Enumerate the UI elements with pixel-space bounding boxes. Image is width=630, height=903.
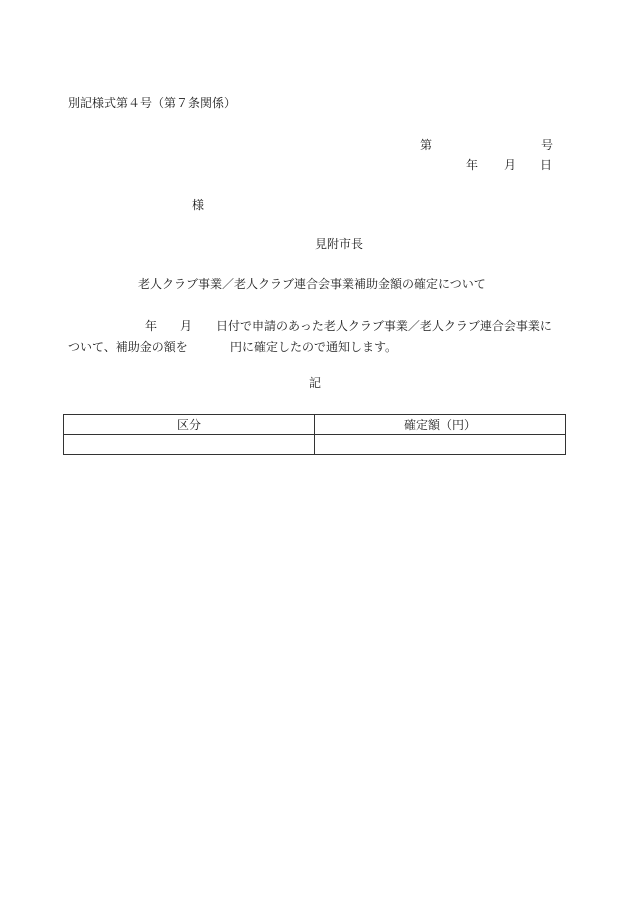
column-header-confirmed-amount: 確定額（円） — [315, 415, 566, 435]
document-number-prefix: 第 — [420, 138, 433, 152]
category-cell — [64, 435, 315, 455]
confirmed-amount-cell — [315, 435, 566, 455]
document-title: 老人クラブ事業／老人クラブ連合会事業補助金額の確定について — [138, 277, 486, 291]
body-year-label: 年 — [145, 319, 158, 333]
addressee-honorific: 様 — [192, 198, 205, 212]
date-day-label: 日 — [540, 158, 553, 172]
issuer-name: 見附市長 — [315, 237, 364, 251]
body-month-label: 月 — [180, 319, 193, 333]
date-year-label: 年 — [466, 158, 479, 172]
table-header-row — [64, 415, 566, 435]
body-text-line2-end: 円に確定したので通知します。 — [230, 340, 398, 354]
document-number-suffix: 号 — [541, 138, 554, 152]
column-header-category: 区分 — [64, 415, 315, 435]
form-label: 別記様式第４号（第７条関係） — [68, 96, 237, 110]
confirmed-amount-table — [63, 414, 566, 455]
table-row — [64, 435, 566, 455]
body-text-line1: 日付で申請のあった老人クラブ事業／老人クラブ連合会事業に — [216, 319, 552, 333]
body-text-line2-start: ついて、補助金の額を — [68, 340, 188, 354]
ki-heading: 記 — [309, 376, 322, 390]
date-month-label: 月 — [504, 158, 517, 172]
